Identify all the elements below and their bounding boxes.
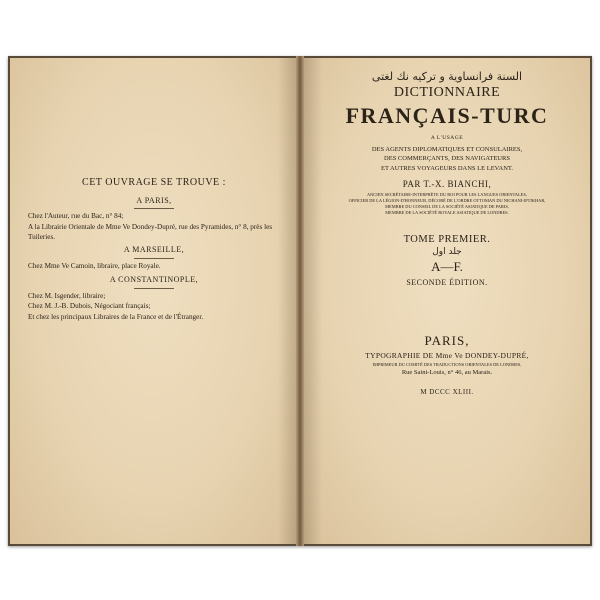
divider <box>134 258 174 259</box>
divider <box>134 288 174 289</box>
printer: TYPOGRAPHIE DE Mme Ve DONDEY-DUPRÉ, <box>365 351 529 361</box>
author-title-line: MEMBRE DE LA SOCIÉTÉ ROYALE ASIATIQUE DE LONDRES. <box>385 210 509 216</box>
author-title-line: MEMBRE DU CONSEIL DE LA SOCIÉTÉ ASIATIQUE DE PARIS, <box>385 204 509 210</box>
city-paris: A PARIS, <box>136 195 172 205</box>
open-book <box>8 56 592 546</box>
audience-line: ET AUTRES VOYAGEURS DANS LE LEVANT. <box>380 164 514 172</box>
arabic-tome: جلد اول <box>432 247 462 258</box>
list-item: A la Librairie Orientale de Mme Ve Dondey-Dupré, rue des Pyramides, n° 8, près les Tuileries. <box>28 223 273 241</box>
publication-year: M DCCC XLIII. <box>420 388 474 397</box>
city-constantinople: A CONSTANTINOPLE, <box>109 274 199 284</box>
tome: TOME PREMIER. <box>403 234 491 246</box>
list-item: Chez M. Isgender, libraire; <box>28 291 106 300</box>
divider <box>134 208 174 209</box>
author: PAR T.-X. BIANCHI, <box>402 179 492 190</box>
printer-address: Rue Saint-Louis, n° 46, au Marais. <box>401 369 493 377</box>
title-dictionnaire: DICTIONNAIRE <box>393 85 501 100</box>
author-title-line: ANCIEN SECRÉTAIRE-INTERPRÈTE DU ROI POUR LES LANGUES ORIENTALES, <box>366 192 528 198</box>
audience-line: DES COMMERÇANTS, DES NAVIGATEURS <box>384 155 510 163</box>
left-page <box>10 58 296 544</box>
title-page <box>304 58 590 544</box>
volume-range: A—F. <box>431 259 463 275</box>
list-item: Chez Mme Ve Camoin, libraire, place Royale. <box>28 262 161 271</box>
imprint-city: PARIS, <box>424 333 470 349</box>
book-gutter <box>296 56 304 546</box>
author-title-line: OFFICIER DE LA LÉGION-D'HONNEUR, DÉCORÉ DE L'ORDRE OTTOMAN DU NICHANI-IFTIKHAR, <box>348 198 546 204</box>
title-block <box>314 70 580 396</box>
arabic-title: السنة فرانساوية و تركيه نك لغتى <box>371 70 523 83</box>
list-item: Chez l'Auteur, rue du Bac, n° 84; <box>28 212 124 221</box>
city-marseille: A MARSEILLE, <box>123 245 185 255</box>
a-lusage: A L'USAGE <box>430 135 464 141</box>
author-titles <box>314 192 580 216</box>
list-item: Chez M. J.-B. Dubois, Négociant français; <box>28 302 151 311</box>
availability-notice <box>28 176 280 324</box>
availability-heading: CET OUVRAGE SE TROUVE : <box>82 177 226 188</box>
audience <box>314 145 580 173</box>
printer-note: IMPRIMEUR DU COMITÉ DES TRADUCTIONS ORIENTALES DE LONDRES, <box>372 362 522 368</box>
list-item: Et chez les principaux Libraires de la France et de l'Étranger. <box>28 313 204 322</box>
edition: SECONDE ÉDITION. <box>406 278 488 288</box>
audience-line: DES AGENTS DIPLOMATIQUES ET CONSULAIRES, <box>371 146 523 153</box>
title-francais-turc: FRANÇAIS-TURC <box>345 103 549 128</box>
